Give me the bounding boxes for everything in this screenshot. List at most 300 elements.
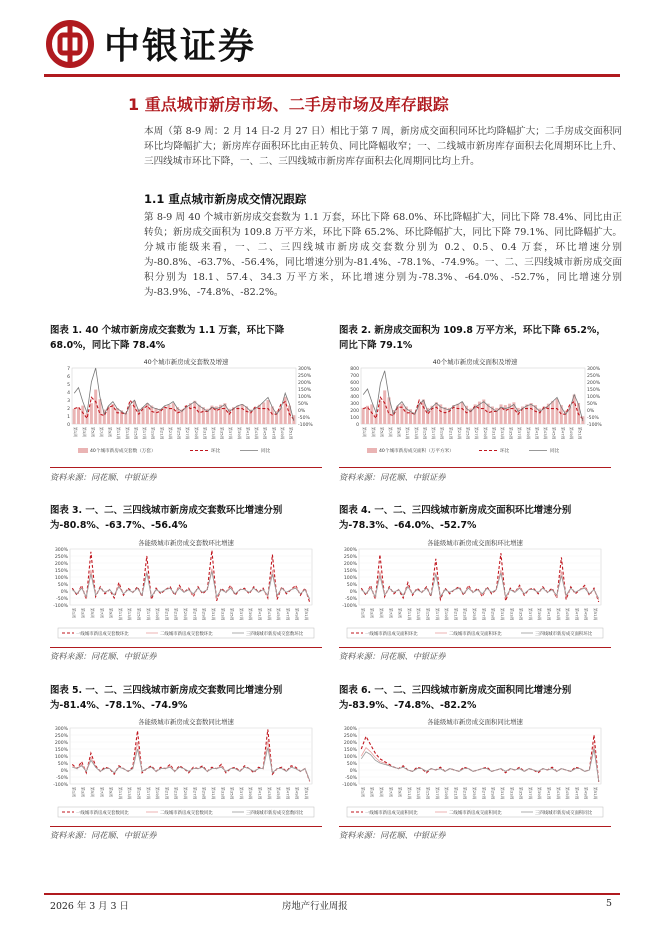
legend-label: 一线城市新房成交面积环比 <box>365 632 418 637</box>
y-tick-label: -100% <box>53 604 68 609</box>
x-tick-label: 第31周 <box>210 787 216 800</box>
x-tick-label: 第25周 <box>465 427 471 440</box>
x-tick-label: 第13周 <box>127 608 133 621</box>
x-tick-label: 第51周 <box>304 787 310 800</box>
footer-rule <box>44 893 620 895</box>
legend-label: 同比 <box>550 449 560 454</box>
x-tick-label: 第5周 <box>89 787 95 798</box>
figure-4-source: 资料来源：同花顺、中银证券 <box>339 651 446 661</box>
x-tick-label: 第15周 <box>425 608 431 621</box>
x-tick-label: 第11周 <box>406 608 412 621</box>
x-tick-label: 第13周 <box>416 787 422 800</box>
bar <box>379 401 382 424</box>
x-tick-label: 第5周 <box>378 787 384 798</box>
x-tick-label: 第11周 <box>116 427 122 440</box>
x-tick-label: 第11周 <box>117 608 123 621</box>
legend-swatch-bar <box>78 448 88 453</box>
figure-6-title: 图表 6. 一、二、三四线城市新房成交面积同比增速分别为-83.9%、-74.8%、-82.2% <box>339 685 572 711</box>
x-tick-label: 第21周 <box>453 608 459 621</box>
x-tick-label: 第19周 <box>150 427 156 440</box>
x-tick-label: 第19周 <box>439 427 445 440</box>
x-tick-label: 第45周 <box>262 427 268 440</box>
y-tick-label: 250% <box>343 734 357 739</box>
x-tick-label: 第17周 <box>431 427 437 440</box>
series-line-2 <box>361 573 598 599</box>
x-tick-label: 第33周 <box>211 427 216 440</box>
chart-title: 各能级城市新房成交套数环比增速 <box>138 539 234 547</box>
figure-4-title: 图表 4. 一、二、三四线城市新房成交面积环比增速分别为-78.3%、-64.0%、-52.7% <box>339 505 572 531</box>
chart-title: 各能级城市新房成交套数同比增速 <box>138 718 234 726</box>
x-tick-label: 第45周 <box>565 787 571 800</box>
x-tick-label: 第25周 <box>183 608 189 621</box>
bar <box>245 406 248 424</box>
x-tick-label: 第3周 <box>370 427 376 438</box>
bar <box>435 402 438 424</box>
page-number: 5 <box>606 898 612 909</box>
x-tick-label: 第41周 <box>245 427 251 440</box>
x-tick-label: 第17周 <box>145 608 151 621</box>
y-tick-label: 0 <box>67 423 70 428</box>
series-line-1 <box>72 741 309 781</box>
y2-tick-label: -100% <box>587 423 602 428</box>
bank-logo <box>46 20 94 68</box>
x-tick-label: 第1周 <box>360 787 366 798</box>
brand-name: 中银证券 <box>104 26 257 67</box>
x-tick-label: 第49周 <box>294 787 300 800</box>
y-tick-label: 200% <box>343 562 357 567</box>
bar <box>241 404 244 424</box>
bar <box>284 397 287 424</box>
x-tick-label: 第15周 <box>425 787 431 800</box>
x-tick-label: 第5周 <box>90 427 96 438</box>
y-tick-label: 250% <box>343 555 357 560</box>
y-tick-label: 100% <box>343 755 357 760</box>
x-tick-label: 第37周 <box>238 787 244 800</box>
x-tick-label: 第25周 <box>176 427 182 440</box>
x-tick-label: 第17周 <box>434 608 440 621</box>
x-tick-label: 第31周 <box>202 427 208 440</box>
legend-label: 三四线城市新房成交套数环比 <box>246 632 304 637</box>
legend-swatch-bar <box>367 448 377 453</box>
bar <box>198 405 201 424</box>
x-tick-label: 第3周 <box>369 787 375 798</box>
x-tick-label: 第15周 <box>136 608 142 621</box>
bar <box>530 403 533 424</box>
y-tick-label: -50% <box>345 597 357 602</box>
y2-tick-label: 200% <box>298 381 312 386</box>
x-tick-label: 第45周 <box>565 608 571 621</box>
bar <box>172 403 175 424</box>
y-tick-label: 4 <box>67 391 70 396</box>
figure-5-source: 资料来源：同花顺、中银证券 <box>50 830 157 840</box>
x-tick-label: 第39周 <box>248 608 254 621</box>
x-tick-label: 第31周 <box>499 608 505 621</box>
x-tick-label: 第29周 <box>193 427 199 440</box>
x-tick-label: 第49周 <box>279 427 285 440</box>
figure-1-rule <box>50 467 322 468</box>
y2-tick-label: 300% <box>587 367 601 372</box>
x-tick-label: 第43周 <box>266 787 272 800</box>
x-tick-label: 第51周 <box>577 427 583 440</box>
legend-label: 一线城市新房成交面积同比 <box>365 811 418 816</box>
y2-tick-label: 250% <box>298 374 312 379</box>
y-tick-label: 0% <box>349 769 357 774</box>
bar <box>77 407 80 424</box>
x-tick-label: 第1周 <box>73 427 79 438</box>
x-tick-label: 第25周 <box>472 787 478 800</box>
x-tick-label: 第15周 <box>136 787 142 800</box>
bar <box>73 409 76 424</box>
x-tick-label: 第15周 <box>133 427 139 440</box>
x-tick-label: 第29周 <box>201 787 207 800</box>
x-tick-label: 第3周 <box>81 427 87 438</box>
x-tick-label: 第21周 <box>164 787 170 800</box>
x-tick-label: 第21周 <box>159 427 165 440</box>
legend-label: 一线城市新房成交套数环比 <box>76 632 129 637</box>
y-tick-label: 300% <box>343 727 357 732</box>
legend-label: 40个城市新房成交套数（万套） <box>90 449 156 454</box>
x-tick-label: 第27周 <box>185 427 191 440</box>
series-line-0 <box>361 553 598 602</box>
bar <box>482 400 485 425</box>
x-tick-label: 第51周 <box>593 608 599 621</box>
x-tick-label: 第29周 <box>201 608 207 621</box>
y-tick-label: 100 <box>350 416 359 421</box>
y-tick-label: 100% <box>54 755 68 760</box>
chart-title: 40个城市新房成交套数及增速 <box>143 358 229 366</box>
x-tick-label: 第49周 <box>583 608 589 621</box>
section-title: 1 重点城市新房市场、二手房市场及库存跟踪 <box>128 95 449 114</box>
chart-3 <box>50 537 322 645</box>
figure-2-source: 资料来源：同花顺、中银证券 <box>339 472 446 482</box>
x-tick-label: 第15周 <box>422 427 428 440</box>
chart-title: 各能级城市新房成交面积同比增速 <box>427 718 523 726</box>
y-tick-label: 150% <box>343 569 357 574</box>
y-tick-label: -100% <box>342 783 357 788</box>
y2-tick-label: -100% <box>298 423 313 428</box>
x-tick-label: 第41周 <box>534 427 540 440</box>
logo-icon <box>46 20 94 68</box>
x-tick-label: 第19周 <box>155 608 161 621</box>
y-tick-label: 250% <box>54 734 68 739</box>
x-tick-label: 第39周 <box>248 787 254 800</box>
chart-6 <box>339 716 611 824</box>
x-tick-label: 第29周 <box>490 608 496 621</box>
x-tick-label: 第17周 <box>434 787 440 800</box>
y-tick-label: 300% <box>54 727 68 732</box>
y-tick-label: 50% <box>57 762 68 767</box>
y-tick-label: 800 <box>350 367 359 372</box>
x-tick-label: 第41周 <box>546 787 552 800</box>
y-tick-label: 300 <box>350 402 359 407</box>
bar <box>262 402 265 424</box>
x-tick-label: 第43周 <box>555 787 561 800</box>
y-tick-label: 0% <box>60 769 68 774</box>
figure-3-source: 资料来源：同花顺、中银证券 <box>50 651 157 661</box>
figure-2-title: 图表 2. 新房成交面积为 109.8 万平方米，环比下降 65.2%，同比下降 79.1% <box>339 325 606 351</box>
x-tick-label: 第3周 <box>80 608 86 619</box>
bar <box>456 404 459 424</box>
x-tick-label: 第23周 <box>173 787 179 800</box>
y-tick-label: 200% <box>343 741 357 746</box>
x-tick-label: 第43周 <box>555 608 561 621</box>
y-tick-label: 300% <box>343 548 357 553</box>
x-tick-label: 第9周 <box>108 608 114 619</box>
y-tick-label: 1 <box>67 415 70 420</box>
bar <box>81 406 84 424</box>
y-tick-label: 150% <box>54 569 68 574</box>
bar <box>154 408 157 424</box>
y2-tick-label: 300% <box>298 367 312 372</box>
bar <box>266 400 269 424</box>
y2-tick-label: 50% <box>298 402 309 407</box>
x-tick-label: 第47周 <box>285 608 291 621</box>
series-line-2 <box>361 749 598 782</box>
series-line-1 <box>361 745 598 781</box>
y-tick-label: 100% <box>343 576 357 581</box>
x-tick-label: 第39周 <box>525 427 531 440</box>
x-tick-label: 第1周 <box>71 608 77 619</box>
x-tick-label: 第37周 <box>527 608 533 621</box>
x-tick-label: 第19周 <box>444 787 450 800</box>
x-tick-label: 第11周 <box>406 787 412 800</box>
x-tick-label: 第13周 <box>416 608 422 621</box>
intro-paragraph: 本周（第 8-9 周：2 月 14 日-2 月 27 日）相比于第 7 周，新房成交面积同环比均降幅扩大；二手房成交面积同环比均降幅扩大；新房库存面积环比由正转负、同比降幅收窄；一、二线城市新房库存面积去化周期环比上升、三四线城市环比下降，一、二、三四线城市新房库存面积去化周期同比均上升。 <box>144 126 622 167</box>
figure-6-rule <box>339 826 611 827</box>
x-tick-label: 第23周 <box>462 608 468 621</box>
figure-1-title: 图表 1. 40 个城市新房成交套数为 1.1 万套，环比下降 68.0%，同比下降 78.4% <box>50 325 285 351</box>
series-line-0 <box>72 729 309 781</box>
x-tick-label: 第31周 <box>210 608 216 621</box>
x-tick-label: 第51周 <box>593 787 599 800</box>
x-tick-label: 第41周 <box>257 787 263 800</box>
x-tick-label: 第47周 <box>560 427 566 440</box>
y-tick-label: -50% <box>56 776 68 781</box>
figure-1-source: 资料来源：同花顺、中银证券 <box>50 472 157 482</box>
y-tick-label: 200% <box>54 562 68 567</box>
x-tick-label: 第43周 <box>254 427 260 440</box>
x-tick-label: 第49周 <box>583 787 589 800</box>
x-tick-label: 第35周 <box>229 608 235 621</box>
y-tick-label: 200 <box>350 409 359 414</box>
x-tick-label: 第7周 <box>388 427 393 438</box>
x-tick-label: 第19周 <box>155 787 161 800</box>
x-tick-label: 第49周 <box>294 608 300 621</box>
x-tick-label: 第3周 <box>80 787 86 798</box>
y2-tick-label: 250% <box>587 374 601 379</box>
x-tick-label: 第23周 <box>462 787 468 800</box>
x-tick-label: 第33周 <box>220 608 226 621</box>
x-tick-label: 第13周 <box>124 427 130 440</box>
y-tick-label: -100% <box>53 783 68 788</box>
legend-label: 二线城市新房成交套数同比 <box>160 811 213 816</box>
x-tick-label: 第39周 <box>537 787 543 800</box>
legend-label: 同比 <box>261 449 271 454</box>
x-tick-label: 第9周 <box>397 787 403 798</box>
bar <box>443 407 446 424</box>
series-line-1 <box>72 569 309 600</box>
x-tick-label: 第31周 <box>499 787 505 800</box>
bar <box>116 408 119 424</box>
x-tick-label: 第21周 <box>164 608 170 621</box>
x-tick-label: 第51周 <box>288 427 294 440</box>
x-tick-label: 第27周 <box>192 608 198 621</box>
x-tick-label: 第47周 <box>285 787 291 800</box>
y2-tick-label: 150% <box>587 388 601 393</box>
bar <box>555 399 558 424</box>
y-tick-label: -50% <box>345 776 357 781</box>
legend-label: 环比 <box>211 449 221 454</box>
y2-tick-label: 150% <box>298 388 312 393</box>
bar <box>370 404 373 424</box>
x-tick-label: 第41周 <box>257 608 263 621</box>
legend-label: 40个城市新房成交面积（万平方米） <box>379 449 454 454</box>
y-tick-label: 700 <box>350 374 359 379</box>
subsection-title: 1.1 重点城市新房成交情况跟踪 <box>144 192 307 206</box>
figure-4-rule <box>339 647 611 648</box>
x-tick-label: 第5周 <box>89 608 95 619</box>
y-tick-label: 250% <box>54 555 68 560</box>
y-tick-label: 150% <box>343 748 357 753</box>
x-tick-label: 第37周 <box>238 608 244 621</box>
chart-5 <box>50 716 322 824</box>
y-tick-label: 0 <box>356 423 359 428</box>
x-tick-label: 第27周 <box>481 787 487 800</box>
x-tick-label: 第25周 <box>183 787 189 800</box>
x-tick-label: 第37周 <box>527 787 533 800</box>
x-tick-label: 第9周 <box>107 427 113 438</box>
y-tick-label: 600 <box>350 381 359 386</box>
x-tick-label: 第51周 <box>304 608 310 621</box>
x-tick-label: 第27周 <box>481 608 487 621</box>
x-tick-label: 第7周 <box>388 608 394 619</box>
x-tick-label: 第45周 <box>551 427 557 440</box>
series-line-2 <box>72 748 309 781</box>
bar <box>193 401 196 424</box>
x-tick-label: 第35周 <box>508 427 514 440</box>
y2-tick-label: 100% <box>298 395 312 400</box>
y2-tick-label: -50% <box>587 416 599 421</box>
x-tick-label: 第25周 <box>472 608 478 621</box>
header-rule <box>44 74 620 77</box>
y-tick-label: 100% <box>54 576 68 581</box>
x-tick-label: 第35周 <box>518 787 524 800</box>
legend-label: 二线城市新房成交面积同比 <box>449 811 502 816</box>
x-tick-label: 第3周 <box>369 608 375 619</box>
x-tick-label: 第9周 <box>397 608 403 619</box>
figure-6-source: 资料来源：同花顺、中银证券 <box>339 830 446 840</box>
x-tick-label: 第47周 <box>271 427 277 440</box>
x-tick-label: 第39周 <box>236 427 242 440</box>
footer-title: 房地产行业周报 <box>282 901 348 912</box>
legend-label: 二线城市新房成交套数环比 <box>160 632 213 637</box>
y-tick-label: 200% <box>54 741 68 746</box>
x-tick-label: 第45周 <box>276 787 282 800</box>
x-tick-label: 第31周 <box>491 427 497 440</box>
legend-label: 三四线城市新房成交套数同比 <box>246 811 304 816</box>
x-tick-label: 第35周 <box>229 787 235 800</box>
x-tick-label: 第1周 <box>362 427 368 438</box>
legend-label: 二线城市新房成交面积环比 <box>449 632 502 637</box>
x-tick-label: 第35周 <box>518 608 524 621</box>
bar <box>189 403 192 424</box>
y-tick-label: 7 <box>67 367 70 372</box>
x-tick-label: 第47周 <box>574 787 580 800</box>
figure-5-rule <box>50 826 322 827</box>
x-tick-label: 第7周 <box>99 787 105 798</box>
body-paragraph: 第 8-9 周 40 个城市新房成交套数为 1.1 万套，环比下降 68.0%、环比降幅扩大，同比下降 78.4%、同比由正转负；新房成交面积为 109.8 万平方米，环比下降 65.2%、环比降幅扩大，同比下降 79.1%、同比降幅扩大。分城市能级来看，一、二、三四线城市新房成交套数分别为 0.2、0.5、0.4 万套，环比增速分别为-80.8%、-63.7%、-56.4%，同比增速分别为-81.4%、-78.1%、-74.9%。一、二、三四线城市新房成交面积分别为 18.1、57.4、34.3 万平方米，环比增速分别为-78.3%、-64.0%、-52.7%，同比增速分别为-83.9%、-74.8%、-82.2%。 <box>144 212 622 298</box>
x-tick-label: 第29周 <box>482 427 488 440</box>
figure-2-rule <box>339 467 611 468</box>
y-tick-label: 3 <box>67 399 70 404</box>
y-tick-label: 500 <box>350 388 359 393</box>
x-tick-label: 第45周 <box>276 608 282 621</box>
x-tick-label: 第33周 <box>500 427 505 440</box>
x-tick-label: 第33周 <box>220 787 226 800</box>
bar <box>525 404 528 424</box>
y2-tick-label: 50% <box>587 402 598 407</box>
x-tick-label: 第23周 <box>173 608 179 621</box>
x-tick-label: 第17周 <box>145 787 151 800</box>
x-tick-label: 第1周 <box>71 787 77 798</box>
x-tick-label: 第5周 <box>378 608 384 619</box>
y-tick-label: 0% <box>60 590 68 595</box>
x-tick-label: 第13周 <box>127 787 133 800</box>
y-tick-label: 300% <box>54 548 68 553</box>
x-tick-label: 第29周 <box>490 787 496 800</box>
x-tick-label: 第21周 <box>448 427 454 440</box>
y2-tick-label: 100% <box>587 395 601 400</box>
x-tick-label: 第27周 <box>474 427 480 440</box>
x-tick-label: 第5周 <box>379 427 385 438</box>
y-tick-label: 50% <box>346 762 357 767</box>
x-tick-label: 第39周 <box>537 608 543 621</box>
bar <box>150 406 153 424</box>
y-tick-label: 50% <box>57 583 68 588</box>
x-tick-label: 第7周 <box>99 427 104 438</box>
x-tick-label: 第21周 <box>453 787 459 800</box>
figure-3-rule <box>50 647 322 648</box>
bar <box>133 401 136 424</box>
x-tick-label: 第23周 <box>167 427 173 440</box>
x-tick-label: 第9周 <box>396 427 402 438</box>
x-tick-label: 第43周 <box>543 427 549 440</box>
y2-tick-label: 0% <box>298 409 306 414</box>
x-tick-label: 第1周 <box>360 608 366 619</box>
legend-label: 三四线城市新房成交面积同比 <box>535 811 593 816</box>
legend-label: 环比 <box>500 449 510 454</box>
x-tick-label: 第7周 <box>99 608 105 619</box>
x-tick-label: 第11周 <box>117 787 123 800</box>
y-tick-label: 5 <box>67 383 70 388</box>
bar <box>215 406 218 424</box>
x-tick-label: 第37周 <box>517 427 523 440</box>
y-tick-label: 0% <box>349 590 357 595</box>
bar <box>163 406 166 424</box>
x-tick-label: 第37周 <box>228 427 234 440</box>
chart-2 <box>339 356 611 464</box>
chart-title: 各能级城市新房成交面积环比增速 <box>427 539 523 547</box>
x-tick-label: 第23周 <box>456 427 462 440</box>
legend-label: 三四线城市新房成交面积环比 <box>535 632 593 637</box>
figure-5-title: 图表 5. 一、二、三四线城市新房成交套数同比增速分别为-81.4%、-78.1%、-74.9% <box>50 685 283 711</box>
x-tick-label: 第49周 <box>568 427 574 440</box>
y-tick-label: -50% <box>56 597 68 602</box>
bar <box>94 390 97 424</box>
y-tick-label: -100% <box>342 604 357 609</box>
figure-3-title: 图表 3. 一、二、三四线城市新房成交套数环比增速分别为-80.8%、-63.7%、-56.4% <box>50 505 283 531</box>
x-tick-label: 第17周 <box>142 427 148 440</box>
